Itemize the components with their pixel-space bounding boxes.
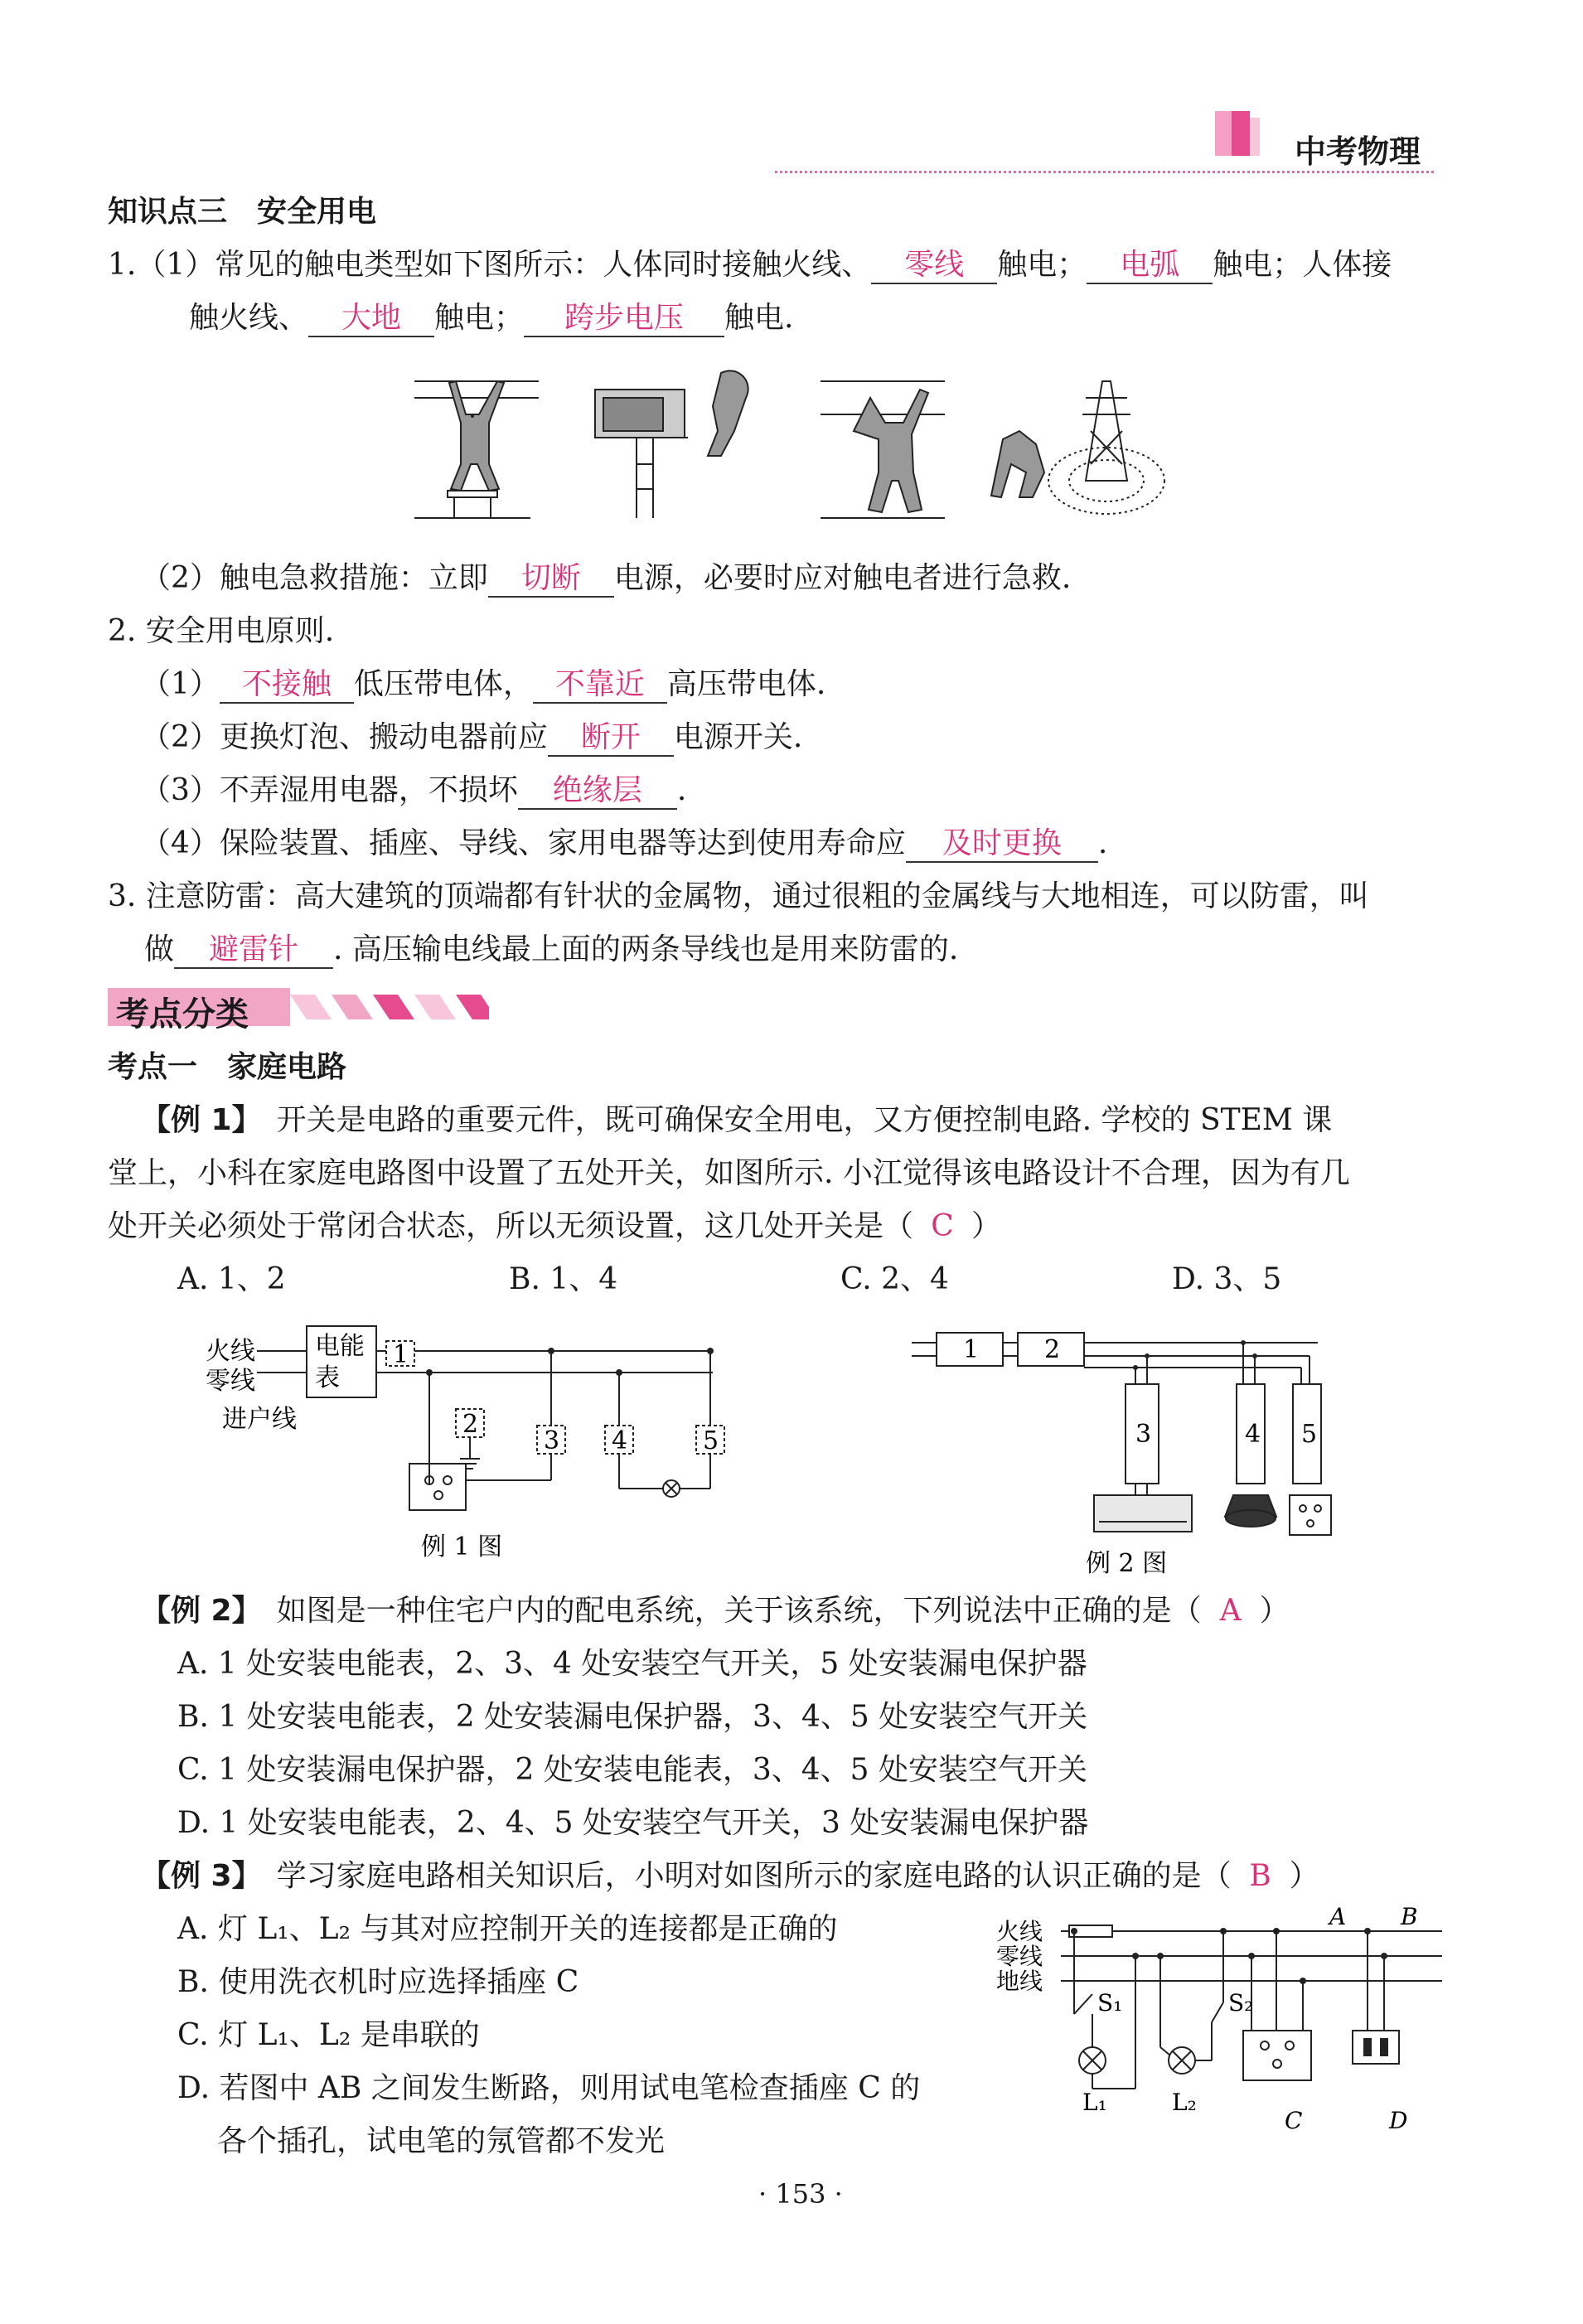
ex3-fig-a-label: A	[1329, 1903, 1347, 1930]
answer-blank: 电弧	[1087, 247, 1213, 284]
ex3-option-d-line2: 各个插孔，试电笔的氖管都不发光	[217, 2124, 666, 2158]
ex2-fig-label-1: 1	[963, 1335, 980, 1364]
ex2-option-c: C. 1 处安装漏电保护器，2 处安装电能表，3、4、5 处安装空气开关	[177, 1753, 1088, 1787]
answer-blank: 及时更换	[906, 826, 1098, 863]
ex1-fig-caption: 例 1 图	[421, 1532, 503, 1561]
ex3-answer: B	[1249, 1859, 1271, 1893]
ex3-fig-l1-label: L₁	[1082, 2089, 1107, 2116]
q2-line: 2. 安全用电原则.	[108, 614, 335, 648]
ex1-fig-entry-label: 进户线	[222, 1405, 297, 1434]
q2-3-line: （3）不弄湿用电器，不损坏 绝缘层 .	[141, 772, 686, 810]
answer-blank: 大地	[308, 300, 434, 337]
ex1-fig-label-3: 3	[544, 1426, 560, 1455]
ex1-option-a: A. 1、2	[177, 1262, 286, 1296]
ex2-fig-label-4: 4	[1245, 1420, 1261, 1449]
q2-1-line: （1） 不接触 低压带电体， 不靠近 高压带电体.	[141, 666, 825, 704]
header-rule	[775, 171, 1434, 173]
ex1-fig-label-1: 1	[393, 1340, 409, 1369]
ex2-option-b: B. 1 处安装电能表，2 处安装漏电保护器，3、4、5 处安装空气开关	[177, 1700, 1088, 1734]
ex2-answer: A	[1219, 1594, 1242, 1628]
page-number: · 153 ·	[758, 2178, 843, 2210]
ex3-fig-s2-label: S₂	[1228, 1989, 1254, 2017]
ex3-fig-ground-label: 地线	[996, 1968, 1043, 1995]
ex1-line3: 处开关必须处于常闭合状态，所以无须设置，这几处开关是（ C ）	[108, 1209, 1002, 1243]
q1-line2: 触火线、 大地 触电； 跨步电压 触电.	[189, 300, 793, 337]
section-heading: 知识点三 安全用电	[108, 195, 377, 229]
q2-4-line: （4）保险装置、插座、导线、家用电器等达到使用寿命应 及时更换 .	[141, 826, 1107, 863]
ex1-fig-label-2: 2	[462, 1410, 479, 1439]
shock-types-figure	[406, 365, 1169, 547]
banner-stripes	[290, 995, 489, 1028]
answer-blank: 绝缘层	[518, 772, 677, 810]
ex2-distribution-figure	[912, 1310, 1376, 1575]
ex3-option-c: C. 灯 L₁、L₂ 是串联的	[177, 2018, 480, 2052]
ex1-circuit-figure	[199, 1318, 729, 1566]
ex1-fig-neutral-label: 零线	[206, 1367, 255, 1396]
ex1-line2: 堂上，小科在家庭电路图中设置了五处开关，如图所示. 小江觉得该电路设计不合理，因为有几	[108, 1156, 1350, 1190]
ex1-answer: C	[931, 1209, 954, 1243]
ex2-fig-caption: 例 2 图	[1086, 1549, 1168, 1575]
book-icon	[1210, 106, 1268, 164]
q2-2-line: （2）更换灯泡、搬动电器前应 断开 电源开关.	[141, 719, 802, 757]
ex3-line1: 【例 3】 学习家庭电路相关知识后，小明对如图所示的家庭电路的认识正确的是（ B ）	[141, 1859, 1319, 1893]
ex3-fig-b-label: B	[1401, 1903, 1418, 1930]
ex3-option-a: A. 灯 L₁、L₂ 与其对应控制开关的连接都是正确的	[177, 1912, 838, 1946]
q1b-line: （2）触电急救措施：立即 切断 电源，必要时应对触电者进行急救.	[141, 560, 1071, 598]
ex1-option-c: C. 2、4	[840, 1262, 949, 1296]
ex1-fig-label-4: 4	[612, 1426, 628, 1455]
ex3-option-b: B. 使用洗衣机时应选择插座 C	[177, 1965, 579, 1999]
ex3-fig-d-label: D	[1389, 2107, 1408, 2134]
kaodian-heading: 考点一 家庭电路	[108, 1050, 347, 1084]
ex3-fig-s1-label: S₁	[1097, 1989, 1123, 2017]
ex2-line1: 【例 2】 如图是一种住宅户内的配电系统，关于该系统，下列说法中正确的是（ A ）	[141, 1594, 1290, 1628]
ex3-fig-c-label: C	[1285, 2107, 1303, 2134]
ex1-line1: 【例 1】 开关是电路的重要元件，既可确保安全用电，又方便控制电路. 学校的 STEM 课	[141, 1103, 1333, 1137]
q3-line1: 3. 注意防雷：高大建筑的顶端都有针状的金属物，通过很粗的金属线与大地相连，可以防雷，叫	[108, 879, 1369, 913]
answer-blank: 不接触	[220, 666, 354, 704]
ex1-fig-live-label: 火线	[206, 1337, 255, 1366]
ex1-option-b: B. 1、4	[509, 1262, 618, 1296]
ex2-option-a: A. 1 处安装电能表，2、3、4 处安装空气开关，5 处安装漏电保护器	[177, 1647, 1087, 1681]
ex1-fig-meter-label-2: 表	[315, 1363, 340, 1392]
ex1-option-d: D. 3、5	[1172, 1262, 1282, 1296]
banner-label: 考点分类	[116, 995, 249, 1034]
answer-blank: 不靠近	[533, 666, 667, 704]
answer-blank: 跨步电压	[524, 300, 724, 337]
ex2-fig-label-3: 3	[1135, 1420, 1152, 1449]
ex3-circuit-figure	[995, 1898, 1459, 2147]
ex1-fig-label-5: 5	[703, 1426, 719, 1455]
ex3-fig-l2-label: L₂	[1172, 2089, 1197, 2116]
answer-blank: 断开	[548, 719, 674, 757]
ex2-fig-label-5: 5	[1301, 1420, 1318, 1449]
ex3-fig-neutral-label: 零线	[996, 1943, 1043, 1970]
answer-blank: 零线	[871, 247, 997, 284]
q3-line2: 做 避雷针 . 高压输电线最上面的两条导线也是用来防雷的.	[144, 932, 958, 969]
ex2-option-d: D. 1 处安装电能表，2、4、5 处安装空气开关，3 处安装漏电保护器	[177, 1806, 1089, 1840]
answer-blank: 避雷针	[174, 932, 333, 969]
header-title: 中考物理	[1295, 133, 1421, 170]
answer-blank: 切断	[488, 560, 614, 598]
ex3-option-d-line1: D. 若图中 AB 之间发生断路，则用试电笔检查插座 C 的	[177, 2071, 921, 2105]
ex1-fig-meter-label: 电能	[315, 1332, 365, 1361]
ex3-fig-live-label: 火线	[996, 1918, 1043, 1945]
ex2-fig-label-2: 2	[1044, 1335, 1061, 1364]
q1-line1: 1.（1）常见的触电类型如下图所示：人体同时接触火线、 零线 触电； 电弧 触电；人体接	[108, 247, 1392, 284]
